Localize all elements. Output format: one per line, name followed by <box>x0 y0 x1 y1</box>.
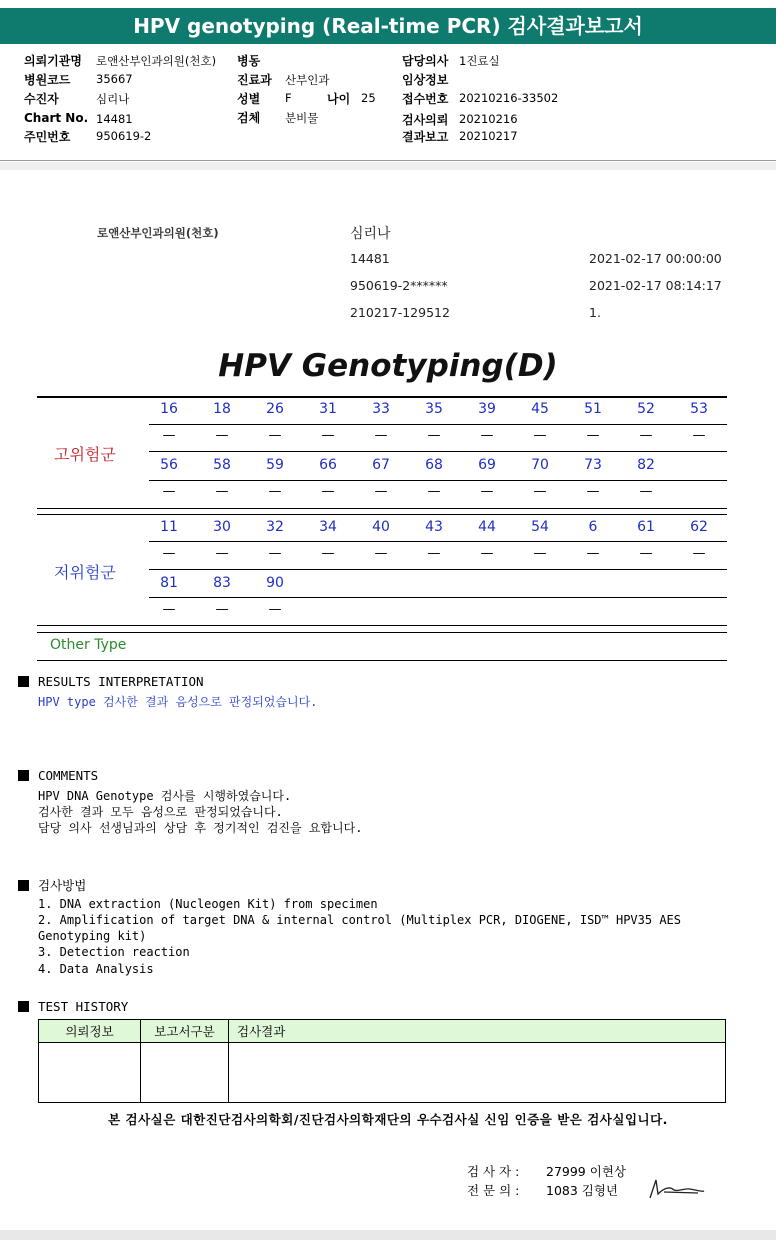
info-label-specimen: 검체 <box>237 111 261 125</box>
test-history-table <box>38 1019 726 1103</box>
high-risk-type-66: 66 <box>319 457 337 473</box>
signature-image <box>640 1174 710 1202</box>
square-bullet-icon <box>18 676 29 687</box>
low-risk-result-6: — <box>586 546 600 561</box>
specialist-value: 1083 김형년 <box>546 1183 619 1198</box>
high-risk-result-68: — <box>427 484 441 499</box>
table-rule <box>37 625 727 626</box>
low-risk-result-44: — <box>480 546 494 561</box>
tester-label: 검 사 자 : <box>467 1164 520 1179</box>
info-value-accession-no: 20210216-33502 <box>459 91 559 105</box>
high-risk-type-82: 82 <box>637 457 655 473</box>
high-risk-result-69: — <box>480 484 494 499</box>
info-label-report-date: 결과보고 <box>402 130 449 144</box>
high-risk-type-52: 52 <box>637 401 655 417</box>
info-label-physician: 담당의사 <box>402 54 449 68</box>
patient-report-no: 210217-129512 <box>350 305 450 320</box>
info-gray-strip <box>0 162 776 170</box>
request-info-panel <box>0 50 776 162</box>
patient-page: 1. <box>589 305 601 320</box>
high-risk-type-31: 31 <box>319 401 337 417</box>
high-risk-type-58: 58 <box>213 457 231 473</box>
high-risk-type-16: 16 <box>160 401 178 417</box>
high-risk-type-70: 70 <box>531 457 549 473</box>
high-risk-result-52: — <box>639 428 653 443</box>
low-risk-type-32: 32 <box>266 519 284 535</box>
square-bullet-icon <box>18 1001 29 1012</box>
info-value-patient: 심리나 <box>96 92 130 106</box>
info-value-requesting-institution: 로앤산부인과의원(천호) <box>96 54 217 68</box>
info-label-age: 나이 <box>327 92 351 106</box>
low-risk-result-40: — <box>374 546 388 561</box>
low-risk-type-83: 83 <box>213 575 231 591</box>
table-rule <box>149 569 727 570</box>
low-risk-result-11: — <box>162 546 176 561</box>
low-risk-type-43: 43 <box>425 519 443 535</box>
table-rule <box>149 480 727 481</box>
high-risk-label: 고위험군 <box>54 445 116 464</box>
history-col-request-info: 의뢰정보 <box>39 1020 141 1043</box>
table-rule <box>37 396 727 398</box>
high-risk-result-67: — <box>374 484 388 499</box>
patient-name: 심리나 <box>350 226 391 242</box>
high-risk-type-39: 39 <box>478 401 496 417</box>
history-heading: TEST HISTORY <box>18 999 128 1014</box>
low-risk-type-81: 81 <box>160 575 178 591</box>
other-type-label: Other Type <box>50 637 127 653</box>
high-risk-result-26: — <box>268 428 282 443</box>
high-risk-type-59: 59 <box>266 457 284 473</box>
info-label-sex: 성별 <box>237 92 261 106</box>
high-risk-result-82: — <box>639 484 653 499</box>
info-label-department: 진료과 <box>237 73 272 87</box>
info-value-report-date: 20210217 <box>459 129 518 143</box>
high-risk-type-68: 68 <box>425 457 443 473</box>
comments-heading: COMMENTS <box>18 768 98 783</box>
history-cell <box>141 1043 229 1103</box>
low-risk-type-40: 40 <box>372 519 390 535</box>
table-rule <box>37 632 727 633</box>
high-risk-type-67: 67 <box>372 457 390 473</box>
table-rule <box>37 508 727 509</box>
info-value-request-date: 20210216 <box>459 112 518 126</box>
high-risk-type-51: 51 <box>584 401 602 417</box>
info-label-ward: 병동 <box>237 54 261 68</box>
low-risk-result-61: — <box>639 546 653 561</box>
low-risk-type-30: 30 <box>213 519 231 535</box>
low-risk-result-54: — <box>533 546 547 561</box>
info-value-hospital-code: 35667 <box>96 72 133 86</box>
low-risk-result-90: — <box>268 602 282 617</box>
history-col-result: 검사결과 <box>229 1020 726 1043</box>
high-risk-result-59: — <box>268 484 282 499</box>
comments-line-1: HPV DNA Genotype 검사를 시행하였습니다. <box>38 789 292 803</box>
history-col-report-type: 보고서구분 <box>141 1020 229 1043</box>
patient-chart: 14481 <box>350 251 390 266</box>
low-risk-type-44: 44 <box>478 519 496 535</box>
assay-title: HPV Genotyping(D) <box>218 348 558 384</box>
info-value-specimen: 분비물 <box>285 111 319 125</box>
table-rule <box>37 514 727 515</box>
table-rule <box>149 541 727 542</box>
report-title: HPV genotyping (Real-time PCR) 검사결과보고서 <box>0 8 776 44</box>
high-risk-type-33: 33 <box>372 401 390 417</box>
low-risk-result-43: — <box>427 546 441 561</box>
high-risk-result-33: — <box>374 428 388 443</box>
low-risk-type-34: 34 <box>319 519 337 535</box>
high-risk-result-73: — <box>586 484 600 499</box>
method-heading: 검사방법 <box>18 876 86 894</box>
high-risk-result-39: — <box>480 428 494 443</box>
info-label-clinical-info: 임상정보 <box>402 73 449 87</box>
high-risk-result-16: — <box>162 428 176 443</box>
low-risk-result-62: — <box>692 546 706 561</box>
low-risk-result-83: — <box>215 602 229 617</box>
info-value-sex: F <box>285 91 292 105</box>
low-risk-type-61: 61 <box>637 519 655 535</box>
low-risk-type-54: 54 <box>531 519 549 535</box>
table-rule <box>149 597 727 598</box>
low-risk-type-6: 6 <box>588 519 598 535</box>
info-label-chart-no: Chart No. <box>24 111 89 125</box>
high-risk-type-73: 73 <box>584 457 602 473</box>
certification-statement: 본 검사실은 대한진단검사의학회/진단검사의학재단의 우수검사실 신임 인증을 받은 검사실입니다. <box>108 1112 668 1127</box>
bottom-strip <box>0 1230 776 1240</box>
high-risk-type-56: 56 <box>160 457 178 473</box>
high-risk-type-45: 45 <box>531 401 549 417</box>
high-risk-result-66: — <box>321 484 335 499</box>
high-risk-result-58: — <box>215 484 229 499</box>
info-value-department: 산부인과 <box>285 73 330 87</box>
high-risk-result-35: — <box>427 428 441 443</box>
patient-hospital: 로앤산부인과의원(천호) <box>97 226 219 240</box>
high-risk-result-31: — <box>321 428 335 443</box>
history-cell <box>229 1043 726 1103</box>
table-rule <box>149 424 727 425</box>
high-risk-result-56: — <box>162 484 176 499</box>
low-risk-result-32: — <box>268 546 282 561</box>
method-line-2: 2. Amplification of target DNA & internal control (Multiplex PCR, DIOGENE, ISD™ HPV35 AES <box>38 913 681 927</box>
info-value-chart-no: 14481 <box>96 112 133 126</box>
info-label-requesting-institution: 의뢰기관명 <box>24 54 82 68</box>
table-rule <box>149 451 727 452</box>
high-risk-result-53: — <box>692 428 706 443</box>
history-cell <box>39 1043 141 1103</box>
patient-date-1: 2021-02-17 00:00:00 <box>589 251 722 266</box>
info-label-request-date: 검사의뢰 <box>402 113 449 127</box>
high-risk-result-45: — <box>533 428 547 443</box>
method-line-4: 3. Detection reaction <box>38 945 190 959</box>
info-label-resident-no: 주민번호 <box>24 130 71 144</box>
low-risk-result-30: — <box>215 546 229 561</box>
info-label-accession-no: 접수번호 <box>402 92 449 106</box>
info-value-physician: 1진료실 <box>459 54 500 68</box>
comments-line-2: 검사한 결과 모두 음성으로 판정되었습니다. <box>38 805 283 819</box>
square-bullet-icon <box>18 880 29 891</box>
method-line-1: 1. DNA extraction (Nucleogen Kit) from specimen <box>38 897 378 911</box>
tester-value: 27999 이현상 <box>546 1164 626 1179</box>
high-risk-type-18: 18 <box>213 401 231 417</box>
info-divider <box>0 160 776 161</box>
info-label-hospital-code: 병원코드 <box>24 73 71 87</box>
info-label-patient: 수진자 <box>24 92 59 106</box>
info-value-age: 25 <box>361 91 376 105</box>
patient-date-2: 2021-02-17 08:14:17 <box>589 278 722 293</box>
table-rule <box>37 660 727 661</box>
info-value-resident-no: 950619-2 <box>96 129 152 143</box>
low-risk-label: 저위험군 <box>54 563 116 582</box>
specialist-label: 전 문 의 : <box>467 1183 520 1198</box>
low-risk-result-81: — <box>162 602 176 617</box>
low-risk-type-90: 90 <box>266 575 284 591</box>
patient-id: 950619-2****** <box>350 278 448 293</box>
low-risk-type-62: 62 <box>690 519 708 535</box>
high-risk-result-51: — <box>586 428 600 443</box>
high-risk-type-26: 26 <box>266 401 284 417</box>
comments-line-3: 담당 의사 선생님과의 상담 후 정기적인 검진을 요합니다. <box>38 821 363 835</box>
high-risk-result-18: — <box>215 428 229 443</box>
high-risk-type-53: 53 <box>690 401 708 417</box>
low-risk-type-11: 11 <box>160 519 178 535</box>
high-risk-result-70: — <box>533 484 547 499</box>
method-line-5: 4. Data Analysis <box>38 962 154 976</box>
square-bullet-icon <box>18 770 29 781</box>
low-risk-result-34: — <box>321 546 335 561</box>
high-risk-type-35: 35 <box>425 401 443 417</box>
results-heading: RESULTS INTERPRETATION <box>18 674 204 689</box>
method-line-3: Genotyping kit) <box>38 929 147 943</box>
high-risk-type-69: 69 <box>478 457 496 473</box>
results-interpretation-text: HPV type 검사한 결과 음성으로 판정되었습니다. <box>38 695 318 709</box>
